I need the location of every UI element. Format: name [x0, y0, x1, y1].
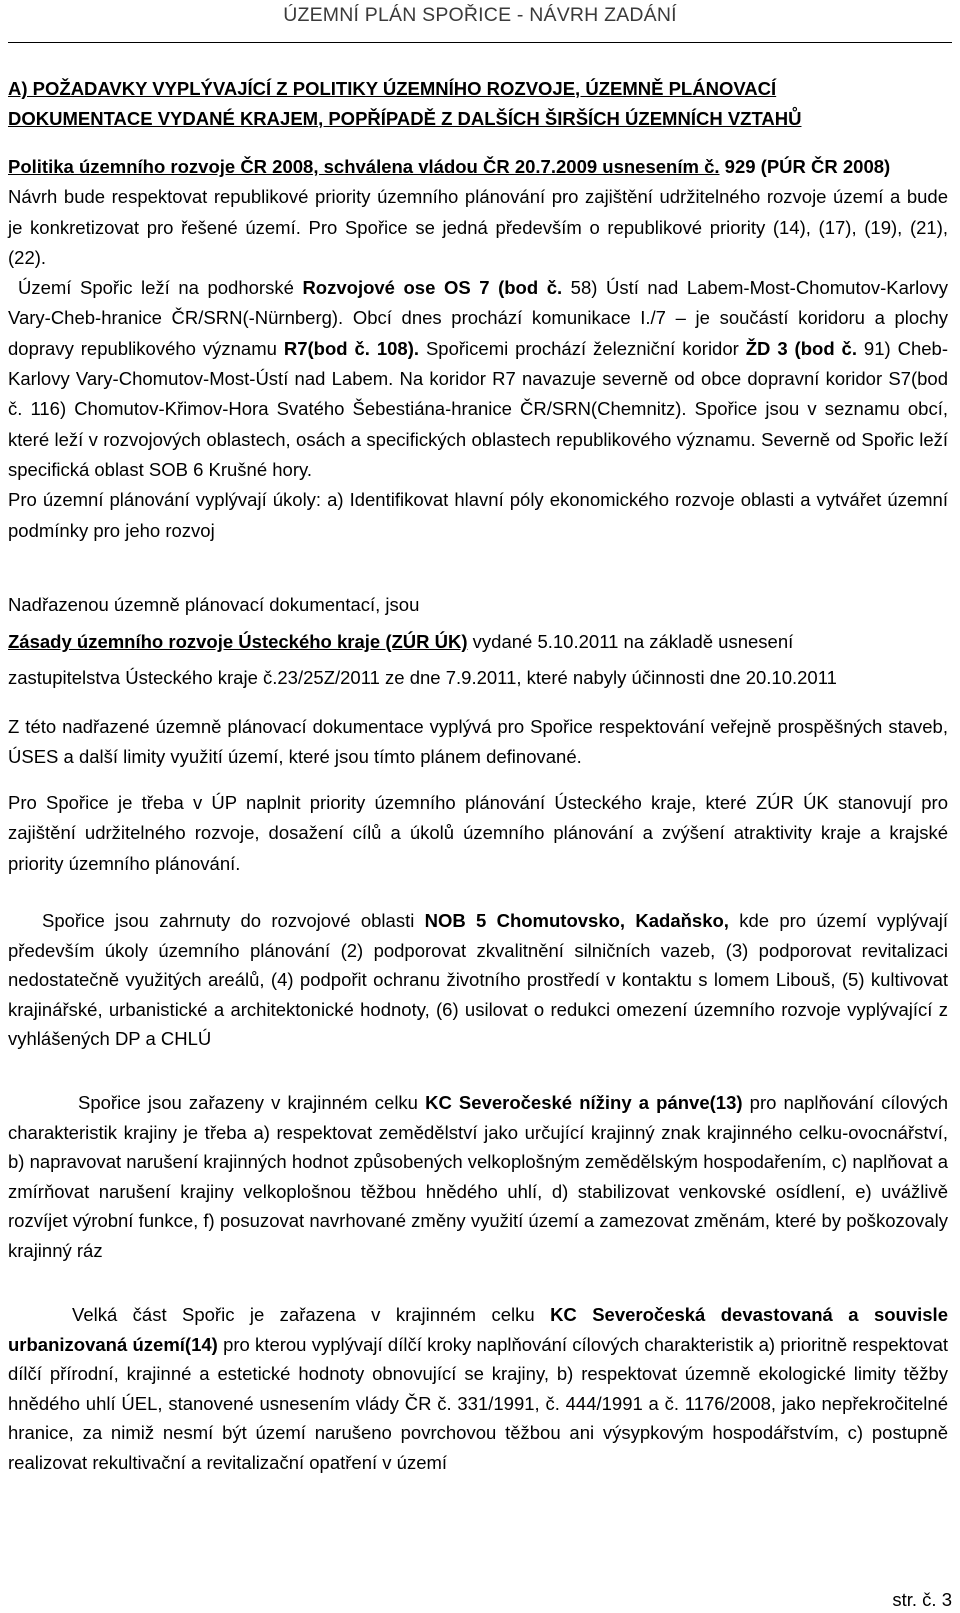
pur-p2-bold-os7: Rozvojové ose OS 7 (bod č. [302, 277, 563, 299]
page-number: str. č. 3 [892, 1589, 952, 1610]
pur-paragraph-2 [8, 273, 948, 485]
header-divider [8, 42, 952, 43]
zur-title-line [8, 627, 948, 657]
kc13-text-2: pro naplňování cílových charakteristik krajiny je třeba a) respektovat zemědělství jako určující krajinný znak krajinného celku-ovocnářství, b) napravovat narušení krajinných hodnot způsobených velkoplošným zemědělským hospodařením, c) naplňovat a zmírňovat narušení krajiny velkoplošnou těžbou hnědého uhlí, d) stabilizovat venkovské osídlení, e) uvážlivě rozvíjet výrobní funkce, f) posuzovat navrhované změny využití území a zamezovat změnám, které by poškozovaly krajinný ráz [8, 1092, 948, 1261]
zur-intro: Nadřazenou územně plánovací dokumentací, jsou [8, 594, 420, 615]
zur-paragraph-5: Pro Spořice je třeba v ÚP naplnit priority územního plánování Ústeckého kraje, které ZÚR ÚK stanovují pro zajištění udržitelného rozvoje, dosažení cílů a úkolů územního plánování a zvýšení atraktivity kraje a krajské priority územního plánování. [8, 792, 948, 874]
kc14-text-1: Velká část Spořic je zařazena v krajinném celku [72, 1304, 551, 1325]
nob-paragraph [8, 906, 948, 1054]
kc14-text-2: pro kterou vyplývají dílčí kroky naplňování cílových charakteristik a) prioritně respektovat dílčí přírodní, krajinné a estetické hodnoty obnovující se krajiny, b) respektovat územně ekologické limity těžby hnědého uhlí ÚEL, stanovené usnesením vlády ČR č. 331/1991, č. 444/1991 a č. 1176/2008, jako nepřekročitelné hranice, za nimiž nesmí být území narušeno povrchovou těžbou ani výsypkovým hospodářstvím, c) postupně realizovat rekultivační a revitalizační opatření v území [8, 1333, 948, 1473]
section-a-heading [8, 74, 948, 134]
kc14-bold-name: KC Severočeská devastovaná a souvisle urbanizovaná území(14) [8, 1304, 948, 1355]
pur-title-rest: 929 (PÚR ČR 2008) [719, 156, 891, 177]
kc13-text-1: Spořice jsou zařazeny v krajinném celku [78, 1092, 426, 1113]
pur-p2-bold-r7: R7(bod č. 108). [283, 337, 420, 359]
pur-title [8, 152, 948, 182]
pur-p2-text-4: 91) Cheb-Karlovy Vary-Chomutov-Most-Ústí nad Labem. Na koridor R7 navazuje severně od obce dopravní koridor S7(bod č. 116) Chomutov-Křimov-Hora Svatého Šebestiána-hranice ČR/SRN(Chemnitz). Spořice jsou v seznamu obcí, které leží v rozvojových oblastech, osách a specifických oblastech republikového významu. Severně od Spořic leží specifická oblast SOB 6 Krušné hory. [8, 337, 948, 480]
section-a-heading-line1: A) POŽADAVKY VYPLÝVAJÍCÍ Z POLITIKY ÚZEMNÍHO ROZVOJE, ÚZEMNĚ PLÁNOVACÍ [8, 78, 777, 99]
zur-rest-2: zastupitelstva Ústeckého kraje č.23/25Z/2011 ze dne 7.9.2011, které nabyly účinnosti dne 20.10.2011 [8, 666, 837, 688]
pur-p2-text: Území Spořic leží na podhorské [18, 277, 303, 299]
section-a-heading-line2: DOKUMENTACE VYDANÉ KRAJEM, POPŘÍPADĚ Z DALŠÍCH ŠIRŠÍCH ÚZEMNÍCH VZTAHŮ [8, 108, 802, 129]
zur-rest-1: vydané 5.10.2011 na základě usnesení [467, 631, 794, 653]
nob-bold-name: NOB 5 Chomutovsko, Kadaňsko, [424, 910, 729, 931]
kc14-paragraph [8, 1300, 948, 1477]
zur-section [8, 590, 948, 693]
kc13-bold-name: KC Severočeské nížiny a pánve(13) [425, 1092, 743, 1113]
pur-p2-text-2: 58) Ústí nad Labem-Most-Chomutov-Karlovy Vary-Cheb-hranice ČR/SRN(-Nürnberg). Obcí dnes prochází komunikace I./7 – je součástí koridoru a plochy dopravy republikového významu [8, 277, 948, 359]
pur-paragraph-1: Návrh bude respektovat republikové priority územního plánování pro zajištění udržitelného rozvoje území a bude je konkretizovat pro řešené území. Pro Spořice se jedná především o republikové priority (14), (17), (19), (21), (22). [8, 186, 948, 268]
pur-paragraph-3: Pro územní plánování vyplývají úkoly: a) Identifikovat hlavní póly ekonomického rozvoje oblasti a vytvářet územní podmínky pro jeho rozvoj [8, 489, 948, 541]
zur-paragraph-4: Z této nadřazené územně plánovací dokumentace vyplývá pro Spořice respektování veřejně prospěšných staveb, ÚSES a další limity využití území, které jsou tímto plánem definované. [8, 716, 948, 768]
nob-text-2: kde pro území vyplývají především úkoly územního plánování (2) podporovat zkvalitnění silničních vazeb, (3) podporovat revitalizaci nedostatečně využitých areálů, (4) podpořit ochranu životního prostředí v kontaktu s lomem Libouš, (5) kultivovat krajinářské, urbanistické a architektonické hodnoty, (6) usilovat o redukci omezení územního rozvoje vyplývající z vyhlášených DP a CHLÚ [8, 910, 948, 1049]
pur-title-underlined: Politika územního rozvoje ČR 2008, schválena vládou ČR 20.7.2009 usnesením č. [8, 156, 720, 177]
pur-section [8, 152, 948, 546]
nob-text-1: Spořice jsou zahrnuty do rozvojové oblasti [42, 910, 425, 931]
pur-p2-bold-zd3: ŽD 3 (bod č. [745, 337, 857, 359]
zur-title: Zásady územního rozvoje Ústeckého kraje (ZÚR ÚK) [8, 631, 468, 653]
kc13-paragraph [8, 1088, 948, 1265]
pur-p2-text-3: Spořicemi prochází železniční koridor [419, 337, 746, 359]
page-header: ÚZEMNÍ PLÁN SPOŘICE - NÁVRH ZADÁNÍ [283, 4, 677, 26]
